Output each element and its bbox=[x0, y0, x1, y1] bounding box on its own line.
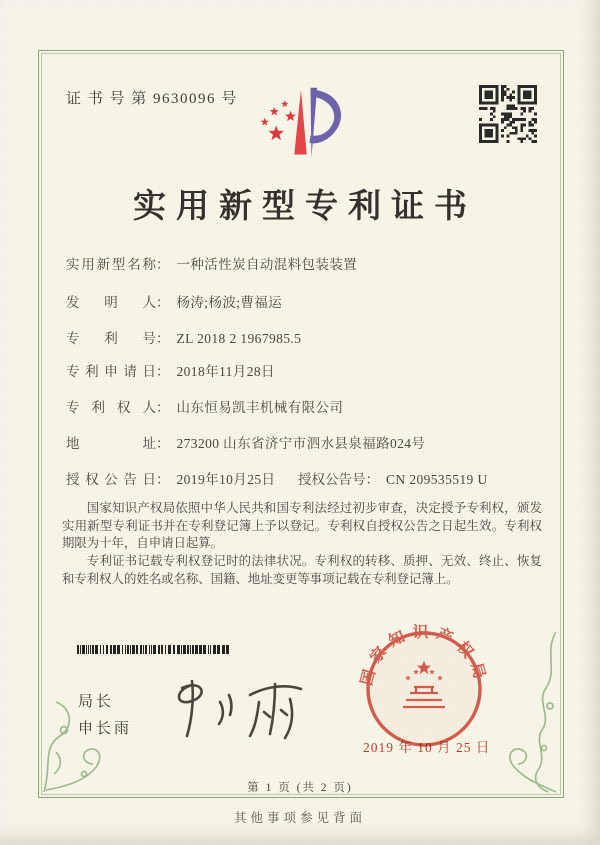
field-label: 专利申请日 bbox=[66, 364, 156, 379]
barcode-icon bbox=[77, 645, 230, 654]
field-value: 2018年11月28日 bbox=[176, 364, 275, 379]
field-filing-date bbox=[66, 360, 275, 380]
certificate-title: 实用新型专利证书 bbox=[133, 189, 477, 225]
colon: ： bbox=[156, 364, 170, 379]
colon: ： bbox=[365, 472, 379, 487]
field-inventors bbox=[66, 291, 282, 311]
legal-paragraph-1: 国家知识产权局依照中华人民共和国专利法经过初步审查，决定授予专利权，颁发实用新型专利证书并在专利登记簿上予以登记。专利权自授权公告之日起生效。专利权期限为十年，自申请日起算。 bbox=[62, 501, 542, 551]
field-label: 授权公告日 bbox=[66, 472, 156, 487]
seal-date: 2019 年 10 月 25 日 bbox=[363, 740, 491, 755]
field-value: 一种活性炭自动混料包装装置 bbox=[176, 257, 358, 272]
colon: ： bbox=[156, 400, 170, 415]
field-value: ZL 2018 2 1967985.5 bbox=[176, 331, 302, 346]
field-label: 地址 bbox=[66, 436, 156, 451]
colon: ： bbox=[156, 257, 170, 272]
back-side-note: 其他事项参见背面 bbox=[233, 811, 366, 825]
field-value: 杨涛;杨波;曹福运 bbox=[176, 295, 283, 310]
legal-text-block bbox=[62, 500, 542, 589]
field-value: CN 209535519 U bbox=[386, 472, 488, 487]
signer-title: 局长 bbox=[78, 694, 115, 710]
colon: ： bbox=[156, 295, 170, 310]
field-address bbox=[66, 432, 425, 452]
field-patentee bbox=[66, 396, 343, 416]
field-label: 发明人 bbox=[66, 295, 156, 310]
field-grant-announcement bbox=[66, 468, 488, 488]
field-value: 山东恒易凯丰机械有限公司 bbox=[176, 400, 344, 415]
field-value: 2019年10月25日 bbox=[176, 472, 276, 487]
colon: ： bbox=[156, 436, 170, 451]
page-number: 第 1 页 (共 2 页) bbox=[247, 782, 353, 794]
cnipa-patent-logo-icon bbox=[250, 84, 350, 164]
legal-paragraph-2: 专利证书记载专利权登记时的法律状况。专利权的转移、质押、无效、终止、恢复和专利权人的姓名或名称、国籍、地址变更等事项记载在专利登记簿上。 bbox=[62, 554, 542, 586]
signer-name: 申长雨 bbox=[78, 721, 133, 737]
field-utility-model-name bbox=[66, 253, 357, 273]
certificate-number: 证 书 号 第 9630096 号 bbox=[66, 91, 238, 107]
field-label: 实用新型名称 bbox=[66, 257, 156, 272]
field-label: 专利号 bbox=[66, 331, 156, 346]
field-label: 专利权人 bbox=[66, 400, 156, 415]
field-value: 273200 山东省济宁市泗水县泉福路024号 bbox=[176, 436, 426, 451]
field-patent-number bbox=[66, 327, 301, 347]
colon: ： bbox=[156, 331, 170, 346]
corner-flourish-bottom-right-icon bbox=[498, 628, 564, 796]
colon: ： bbox=[156, 472, 170, 487]
qr-code-icon bbox=[479, 85, 537, 143]
handwritten-signature-icon bbox=[166, 676, 308, 742]
seal-ring-text: 国家知识产权局 bbox=[358, 624, 490, 688]
field-label: 授权公告号 bbox=[298, 472, 366, 487]
grant-number-group bbox=[298, 468, 488, 488]
